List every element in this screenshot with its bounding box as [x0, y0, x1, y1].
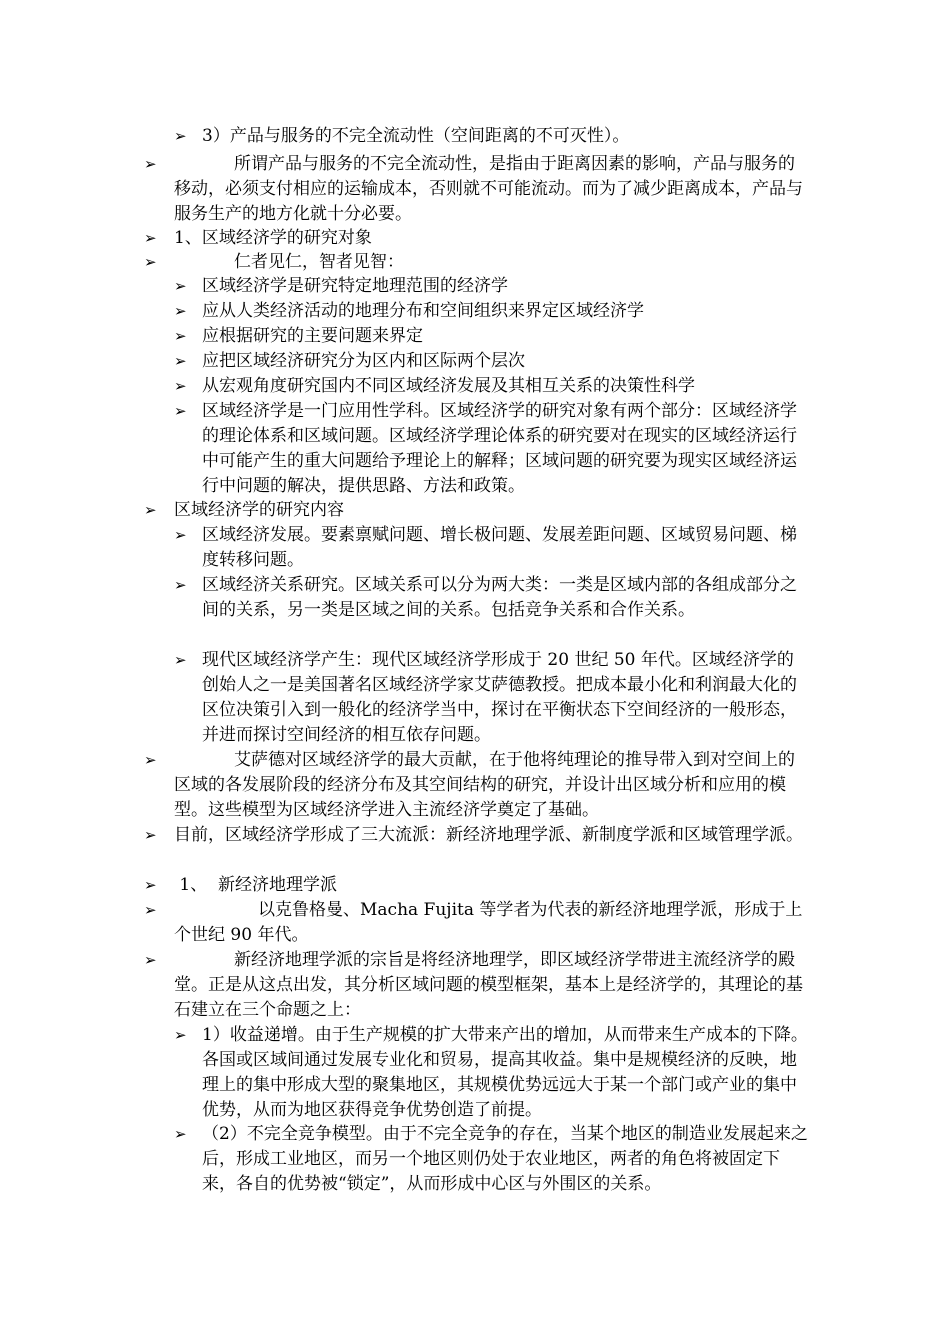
bullet-icon: ➢ — [144, 876, 157, 894]
bullet-icon: ➢ — [174, 127, 187, 145]
list-item: 新经济地理学派的宗旨是将经济地理学，即区域经济学带进主流经济学的殿堂。正是从这点出发，其分析区域问题的模型框架，基本上是经济学的，其理论的基石建立在三个命题之上： — [174, 950, 803, 1020]
bullet-icon: ➢ — [144, 501, 157, 519]
list-item: 区域经济学是研究特定地理范围的经济学 — [202, 276, 508, 296]
list-item: 应根据研究的主要问题来界定 — [202, 326, 423, 346]
bullet-icon: ➢ — [174, 277, 187, 295]
bullet-icon: ➢ — [174, 302, 187, 320]
list-item: 区域经济发展。要素禀赋问题、增长极问题、发展差距问题、区域贸易问题、梯度转移问题。 — [202, 525, 797, 570]
list-item: 以克鲁格曼、Macha Fujita 等学者为代表的新经济地理学派，形成于上个世纪 90 年代。 — [174, 900, 803, 945]
list-item: 目前，区域经济学形成了三大流派：新经济地理学派、新制度学派和区域管理学派。 — [174, 825, 803, 845]
bullet-icon: ➢ — [174, 576, 187, 594]
bullet-icon: ➢ — [174, 526, 187, 544]
list-item: 1、区域经济学的研究对象 — [174, 228, 372, 248]
bullet-icon: ➢ — [174, 1125, 187, 1143]
bullet-icon: ➢ — [144, 155, 157, 173]
bullet-icon: ➢ — [144, 901, 157, 919]
list-item: 所谓产品与服务的不完全流动性，是指由于距离因素的影响，产品与服务的移动，必须支付相应的运输成本，否则就不可能流动。而为了减少距离成本，产品与服务生产的地方化就十分必要。 — [174, 154, 803, 224]
list-item: 仁者见仁，智者见智： — [234, 252, 404, 272]
list-item: 3）产品与服务的不完全流动性（空间距离的不可灭性）。 — [202, 126, 630, 146]
bullet-icon: ➢ — [174, 1026, 187, 1044]
bullet-icon: ➢ — [174, 327, 187, 345]
list-item: 区域经济关系研究。区域关系可以分为两大类：一类是区域内部的各组成部分之间的关系，另一类是区域之间的关系。包括竞争关系和合作关系。 — [202, 575, 797, 620]
list-item: 从宏观角度研究国内不同区域经济发展及其相互关系的决策性科学 — [202, 376, 695, 396]
bullet-icon: ➢ — [174, 377, 187, 395]
bullet-icon: ➢ — [174, 651, 187, 669]
list-item: （2）不完全竞争模型。由于不完全竞争的存在，当某个地区的制造业发展起来之后，形成工业地区，而另一个地区则仍处于农业地区，两者的角色将被固定下来，各自的优势被“锁定”，从而形成中心区与外围区的关系。 — [202, 1124, 808, 1194]
bullet-icon: ➢ — [174, 402, 187, 420]
list-item: 1）收益递增。由于生产规模的扩大带来产出的增加，从而带来生产成本的下降。各国或区域间通过发展专业化和贸易，提高其收益。集中是规模经济的反映，地理上的集中形成大型的聚集地区，其规模优势远远大于某一个部门或产业的集中优势，从而为地区获得竞争优势创造了前提。 — [202, 1025, 808, 1120]
list-item: 区域经济学是一门应用性学科。区域经济学的研究对象有两个部分：区域经济学的理论体系和区域问题。区域经济学理论体系的研究要对在现实的区域经济运行中可能产生的重大问题给予理论上的解释；区域问题的研究要为现实区域经济运行中问题的解决，提供思路、方法和政策。 — [202, 401, 797, 496]
list-item: 1、 新经济地理学派 — [174, 875, 338, 895]
bullet-icon: ➢ — [144, 253, 157, 271]
list-item: 现代区域经济学产生：现代区域经济学形成于 20 世纪 50 年代。区域经济学的创始人之一是美国著名区域经济学家艾萨德教授。把成本最小化和利润最大化的区位决策引入到一般化的经济学当中，探讨在平衡状态下空间经济的一般形态，并进而探讨空间经济的相互依存问题。 — [202, 650, 797, 745]
bullet-icon: ➢ — [144, 951, 157, 969]
bullet-icon: ➢ — [144, 826, 157, 844]
list-item: 应把区域经济研究分为区内和区际两个层次 — [202, 351, 525, 371]
list-item: 区域经济学的研究内容 — [174, 500, 344, 520]
bullet-icon: ➢ — [174, 352, 187, 370]
list-item: 艾萨德对区域经济学的最大贡献，在于他将纯理论的推导带入到对空间上的区域的各发展阶段的经济分布及其空间结构的研究，并设计出区域分析和应用的模型。这些模型为区域经济学进入主流经济学奠定了基础。 — [174, 750, 795, 820]
bullet-icon: ➢ — [144, 751, 157, 769]
bullet-icon: ➢ — [144, 229, 157, 247]
list-item: 应从人类经济活动的地理分布和空间组织来界定区域经济学 — [202, 301, 644, 321]
